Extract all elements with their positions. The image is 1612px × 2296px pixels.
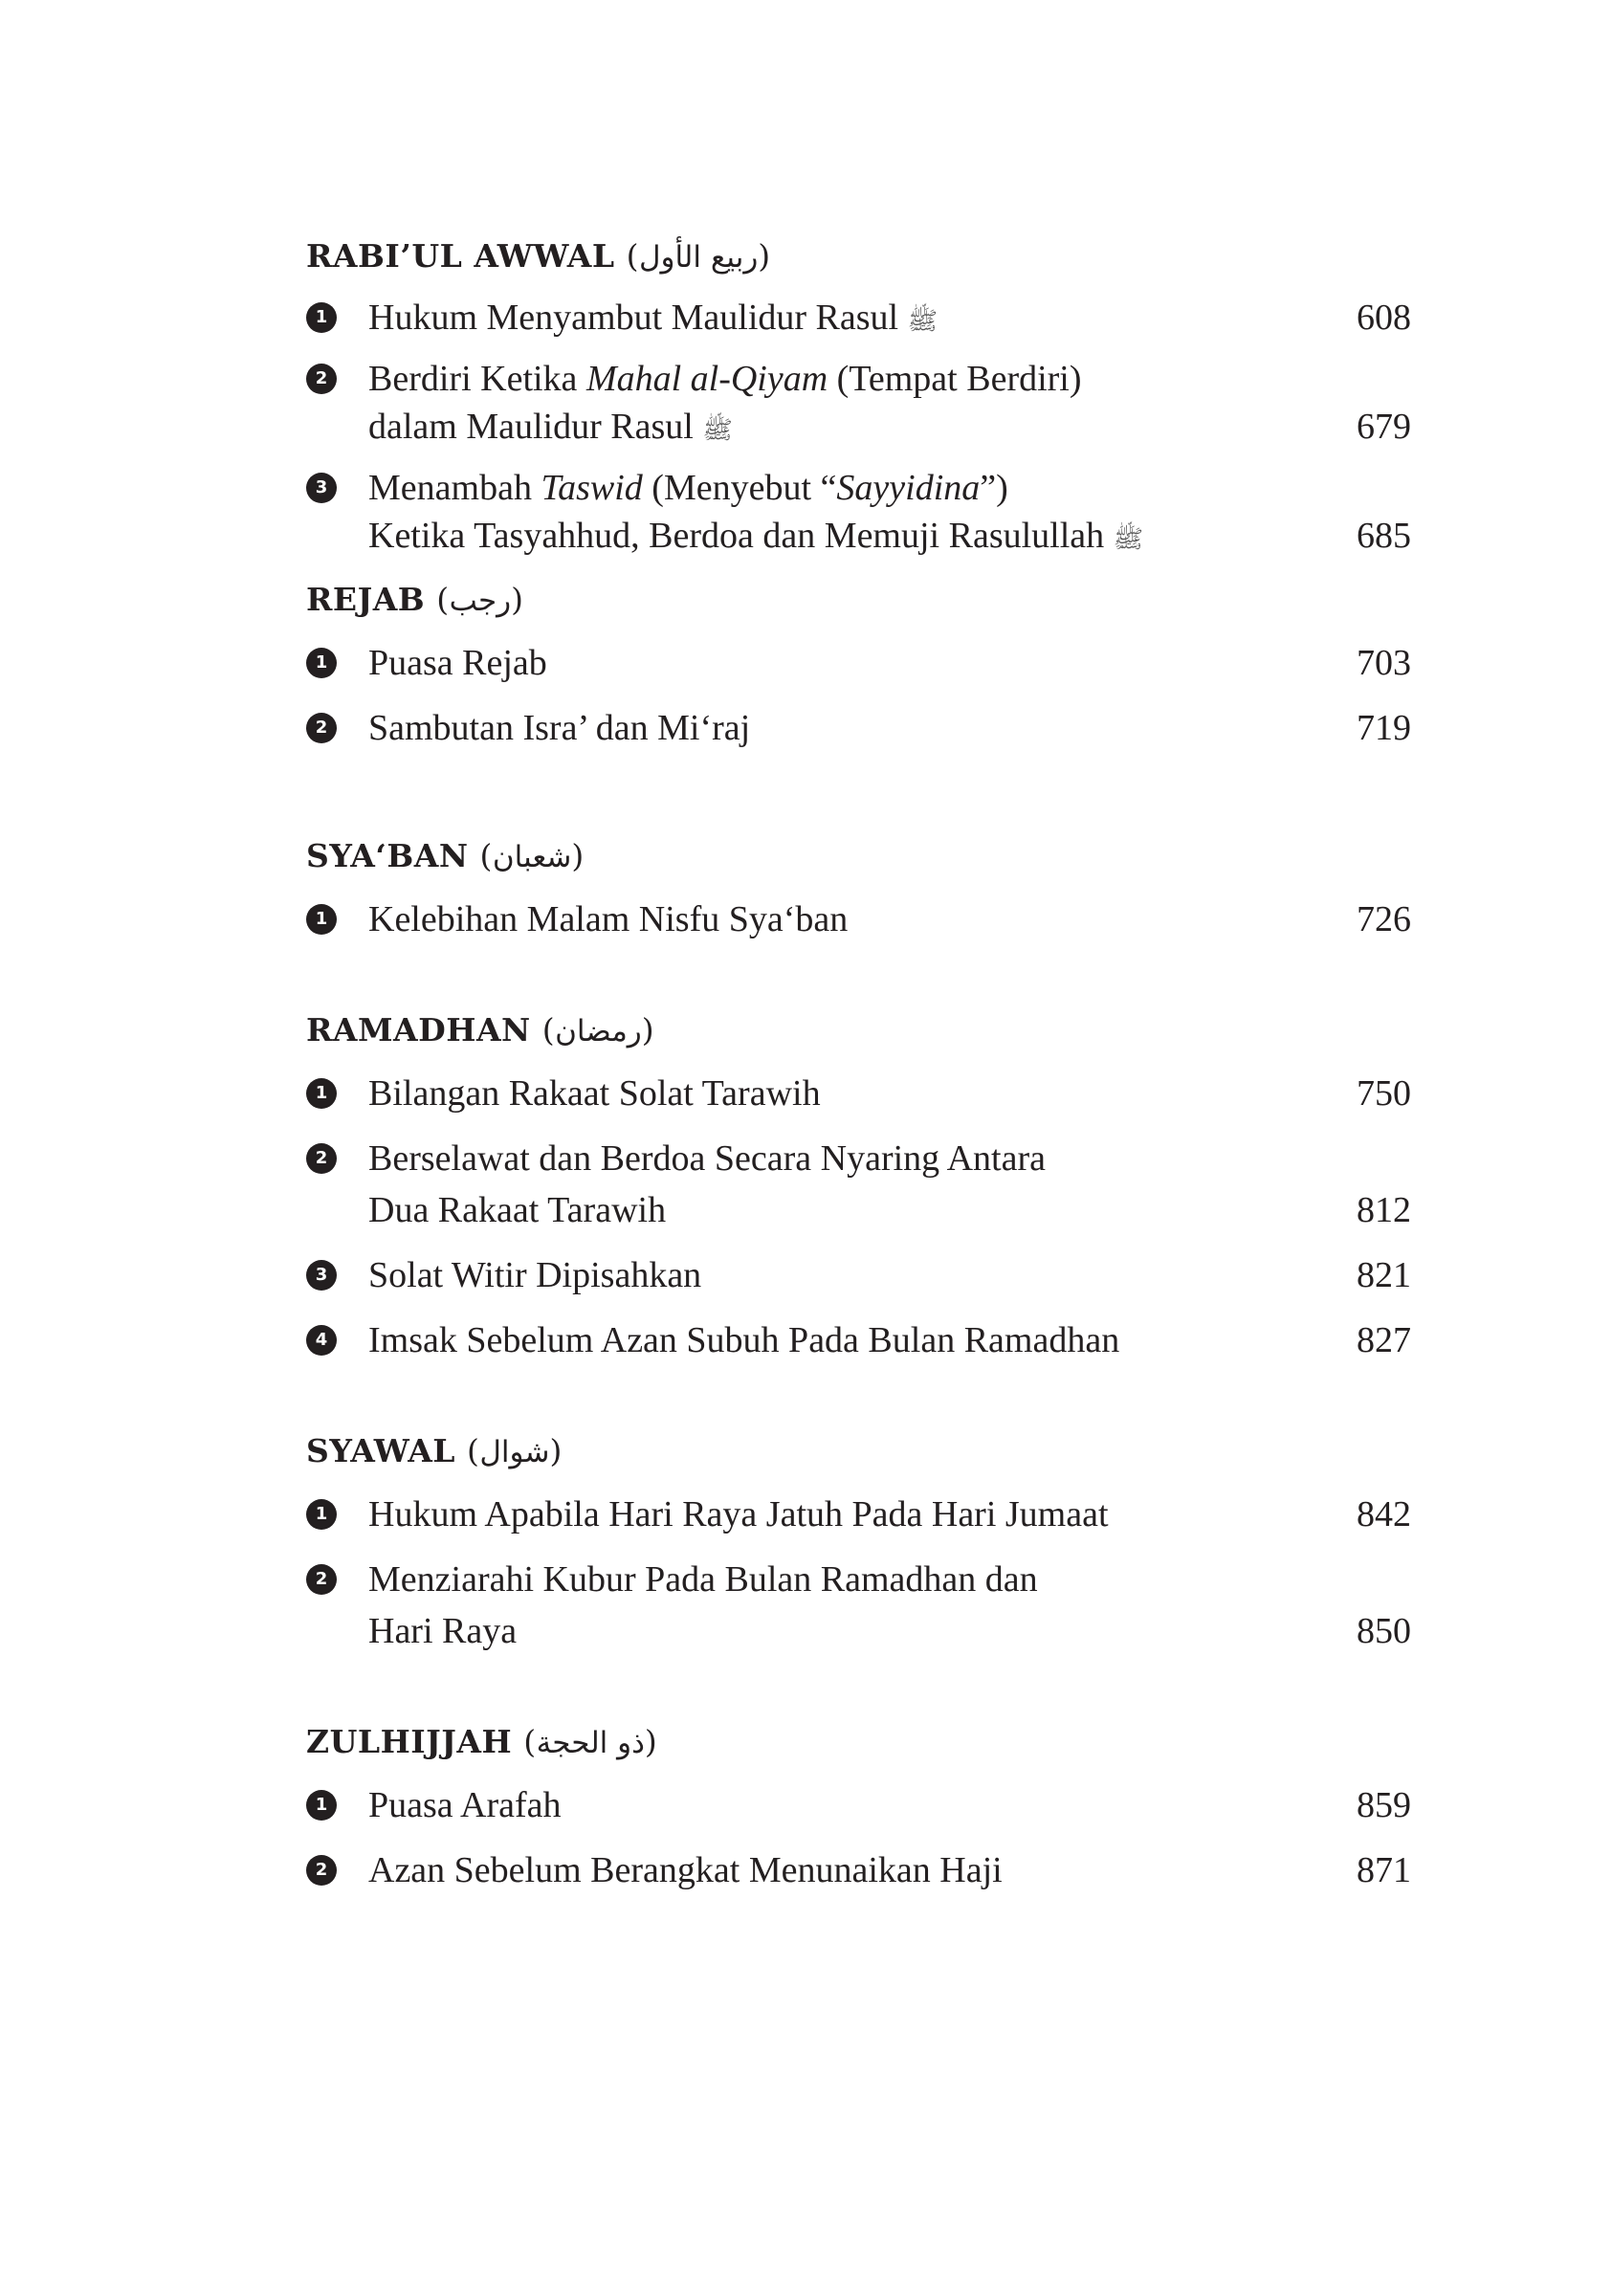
entry-title-continued: Ketika Tasyahhud, Berdoa dan Memuji Rasulullah ﷺ (368, 516, 1144, 556)
entry-number-badge: 2 (306, 1143, 337, 1174)
salawat-icon: ﷺ (702, 416, 733, 445)
entry-number-badge: 2 (306, 713, 337, 743)
entry-number-badge: 1 (306, 1499, 337, 1530)
section-arabic-title: رمضان (555, 1014, 642, 1049)
section-arabic-title: ربيع الأول (638, 240, 759, 275)
entry-number-badge: 1 (306, 1078, 337, 1109)
section-heading: REJAB (رجب) (306, 581, 524, 618)
entry-title: Puasa Arafah (368, 1785, 562, 1825)
entry-page-number: 842 (1357, 1494, 1411, 1534)
entry-number-badge: 2 (306, 364, 337, 394)
salawat-icon: ﷺ (907, 307, 938, 336)
entry-number-badge: 2 (306, 1855, 337, 1886)
entry-page-number: 685 (1357, 516, 1411, 556)
entry-page-number: 859 (1357, 1785, 1411, 1825)
section-title: ZULHIJJAH (306, 1723, 513, 1760)
entry-title-continued: Dua Rakaat Tarawih (368, 1190, 667, 1230)
entry-title-continued: dalam Maulidur Rasul ﷺ (368, 407, 733, 447)
entry-title: Bilangan Rakaat Solat Tarawih (368, 1073, 821, 1114)
entry-title-continued: Hari Raya (368, 1611, 518, 1651)
entry-page-number: 608 (1357, 298, 1411, 338)
entry-page-number: 871 (1357, 1850, 1411, 1890)
section-arabic-title: رجب (449, 584, 512, 618)
entry-number-badge: 1 (306, 1790, 337, 1821)
entry-number-badge: 1 (306, 302, 337, 333)
entry-title: Berdiri Ketika Mahal al-Qiyam (Tempat Berdiri) (368, 359, 1082, 399)
entry-page-number: 827 (1357, 1320, 1411, 1360)
section-title: SYAWAL (306, 1432, 455, 1469)
section-arabic-title: شعبان (492, 840, 572, 874)
entry-number-badge: 3 (306, 1260, 337, 1291)
section-heading: SYAWAL (شوال) (306, 1432, 563, 1469)
entry-title: Menziarahi Kubur Pada Bulan Ramadhan dan (368, 1559, 1038, 1600)
entry-title: Hukum Apabila Hari Raya Jatuh Pada Hari Jumaat (368, 1494, 1109, 1534)
entry-title: Hukum Menyambut Maulidur Rasul ﷺ (368, 298, 938, 338)
section-title: SYA‘BAN (306, 837, 469, 874)
entry-page-number: 679 (1357, 407, 1411, 447)
section-heading: ZULHIJJAH (ذو الحجة) (306, 1723, 658, 1760)
section-arabic-title: شوال (479, 1435, 550, 1469)
salawat-icon: ﷺ (1113, 525, 1144, 554)
entry-title: Solat Witir Dipisahkan (368, 1255, 702, 1295)
entry-title: Berselawat dan Berdoa Secara Nyaring Antara (368, 1138, 1046, 1179)
entry-number-badge: 4 (306, 1325, 337, 1356)
entry-number-badge: 3 (306, 473, 337, 503)
entry-page-number: 812 (1357, 1190, 1411, 1230)
entry-page-number: 850 (1357, 1611, 1411, 1651)
entry-page-number: 703 (1357, 643, 1411, 683)
entry-page-number: 750 (1357, 1073, 1411, 1114)
entry-title: Imsak Sebelum Azan Subuh Pada Bulan Ramadhan (368, 1320, 1120, 1360)
section-heading: RABI’UL AWWAL (ربيع الأول) (306, 237, 771, 275)
entry-title: Azan Sebelum Berangkat Menunaikan Haji (368, 1850, 1003, 1890)
entry-page-number: 726 (1357, 899, 1411, 939)
section-title: RAMADHAN (306, 1011, 531, 1049)
entry-title: Puasa Rejab (368, 643, 547, 683)
entry-title: Sambutan Isra’ dan Mi‘raj (368, 708, 751, 748)
entry-title: Kelebihan Malam Nisfu Sya‘ban (368, 899, 849, 939)
section-title: REJAB (306, 581, 426, 618)
entry-page-number: 821 (1357, 1255, 1411, 1295)
section-heading: SYA‘BAN (شعبان) (306, 837, 585, 874)
entry-title: Menambah Taswid (Menyebut “Sayyidina”) (368, 468, 1008, 508)
section-heading: RAMADHAN (رمضان) (306, 1011, 655, 1049)
entry-number-badge: 2 (306, 1564, 337, 1595)
entry-number-badge: 1 (306, 904, 337, 935)
entry-page-number: 719 (1357, 708, 1411, 748)
section-arabic-title: ذو الحجة (536, 1726, 645, 1760)
entry-number-badge: 1 (306, 648, 337, 678)
section-title: RABI’UL AWWAL (306, 237, 615, 275)
